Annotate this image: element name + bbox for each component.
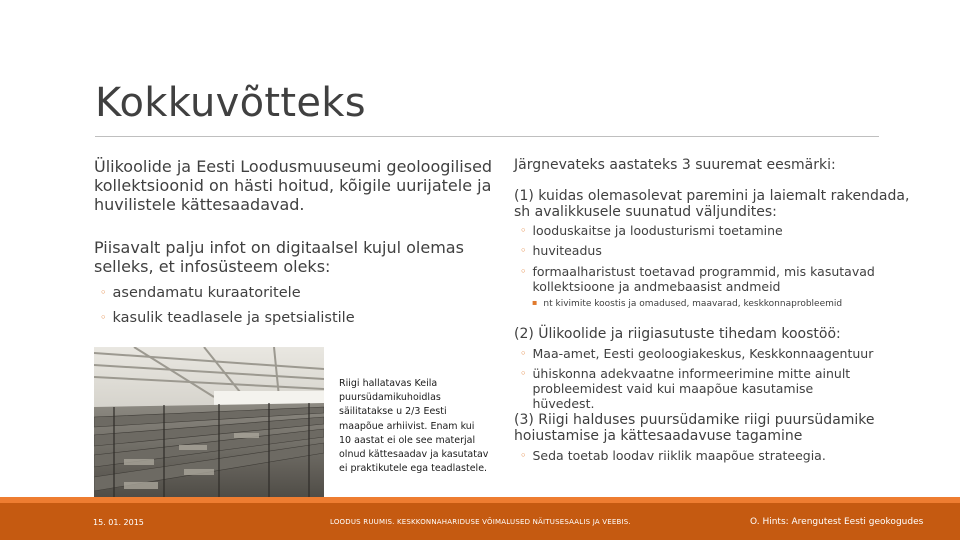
goal-1-item-3-text: formaalharistust toetavad programmid, mis kasutavad kollektsioone ja andmebaasist andmeid xyxy=(532,264,875,294)
warehouse-image xyxy=(94,347,324,498)
bullet-icon: ◦ xyxy=(520,367,527,380)
goal-2: (2) Ülikoolide ja riigiasutuste tihedam koostöö: xyxy=(514,326,841,342)
bullet-icon: ◦ xyxy=(520,244,527,257)
slide-title: Kokkuvõtteks xyxy=(95,80,366,126)
bullet-icon: ◦ xyxy=(100,286,107,299)
left-paragraph-1: Ülikoolide ja Eesti Loodusmuuseumi geoloogilised kollektsioonid on hästi hoitud, kõigile uurijatele ja huvilistele kättesaadavad. xyxy=(94,157,493,214)
goal-1-subitem-text: nt kivimite koostis ja omadused, maavarad, keskkonnaprobleemid xyxy=(543,299,843,309)
footer-date: 15. 01. 2015 xyxy=(93,518,144,527)
left-bullet-2 xyxy=(100,309,355,327)
bullet-icon: ◦ xyxy=(100,311,107,324)
bullet-icon: ◦ xyxy=(520,224,527,237)
bullet-icon: ◦ xyxy=(520,265,527,278)
goal-1-item-3 xyxy=(520,264,900,294)
goal-1-subitem xyxy=(532,297,842,310)
title-divider xyxy=(95,136,879,137)
goal-2-item-1 xyxy=(520,346,900,361)
left-bullet-1 xyxy=(100,284,301,302)
goal-2-item-1-text: Maa-amet, Eesti geoloogiakeskus, Keskkonnaagentuur xyxy=(532,346,874,361)
goal-3: (3) Riigi halduses puursüdamike riigi puursüdamike hoiustamise ja kättesaadavuse tagamine xyxy=(514,412,875,444)
bullet-icon: ◦ xyxy=(520,449,527,462)
bullet-icon: ◦ xyxy=(520,347,527,360)
square-bullet-icon: ▪ xyxy=(532,298,538,307)
core-storage-photo xyxy=(94,347,324,498)
goal-1-item-2 xyxy=(520,243,900,258)
goal-1-item-1 xyxy=(520,223,900,238)
footer-author: O. Hints: Arengutest Eesti geokogudes xyxy=(750,517,924,527)
left-bullet-2-text: kasulik teadlasele ja spetsialistile xyxy=(112,310,355,326)
goals-heading: Järgnevateks aastateks 3 suuremat eesmärki: xyxy=(514,157,836,173)
photo-caption: Riigi hallatavas Keila puursüdamikuhoidlas säilitatakse u 2/3 Eesti maapõue arhiivist. Enam kui 10 aastat ei ole see materjal olnud kättesaadav ja kasutatav ei praktikutele ega teadlastele. xyxy=(339,378,489,475)
footer-event-title: LOODUS RUUMIS. KESKKONNAHARIDUSE VÕIMALUSED NÄITUSESAALIS JA VEEBIS. xyxy=(330,518,631,526)
goal-1-item-1-text: looduskaitse ja loodusturismi toetamine xyxy=(532,223,783,238)
goal-2-item-2 xyxy=(520,366,900,411)
left-bullet-1-text: asendamatu kuraatoritele xyxy=(112,285,301,301)
goal-1-item-2-text: huviteadus xyxy=(532,243,602,258)
left-paragraph-2: Piisavalt palju infot on digitaalsel kujul olemas selleks, et infosüsteem oleks: xyxy=(94,238,464,276)
goal-3-item-1 xyxy=(520,448,900,463)
goal-1: (1) kuidas olemasolevat paremini ja laiemalt rakendada, sh avalikkusele suunatud väljundites: xyxy=(514,188,910,220)
goal-2-item-2-text: ühiskonna adekvaatne informeerimine mitte ainult probleemidest vaid kui maapõue kasutamise hüvedest. xyxy=(532,366,851,411)
goal-3-item-1-text: Seda toetab loodav riiklik maapõue strateegia. xyxy=(532,448,826,463)
